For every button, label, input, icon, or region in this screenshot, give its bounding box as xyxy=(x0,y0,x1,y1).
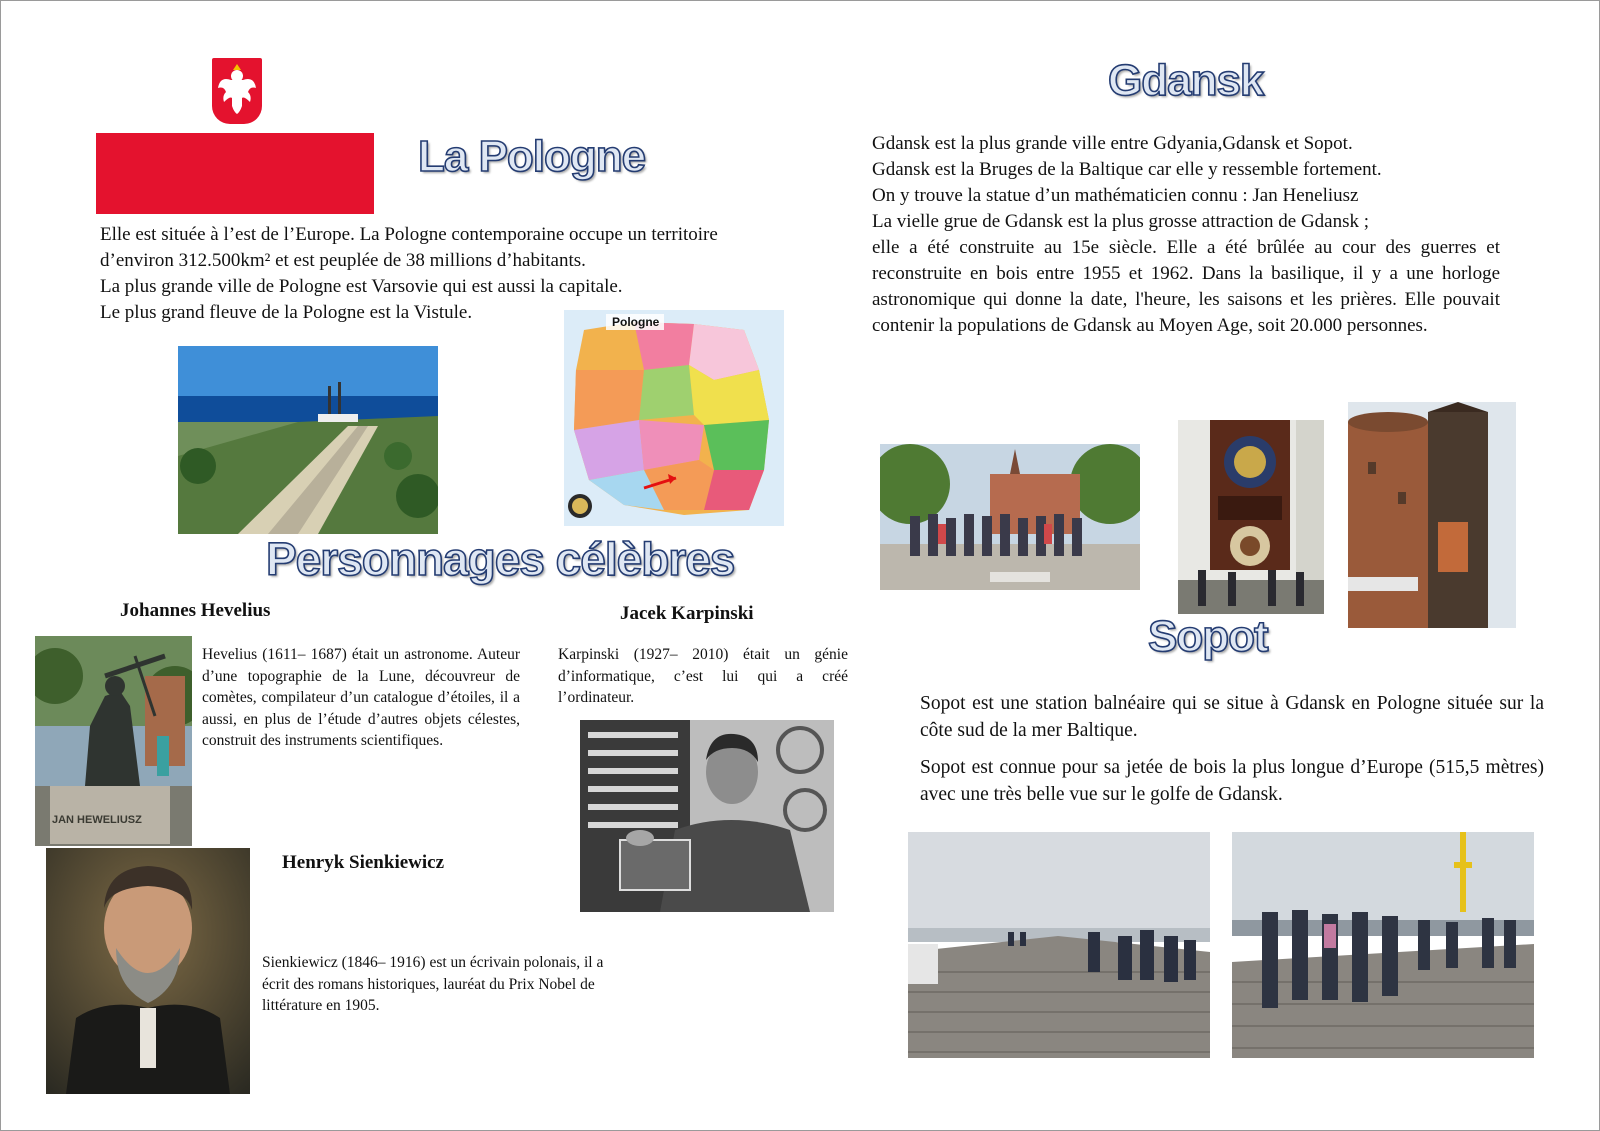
harbor-photo xyxy=(178,346,438,534)
gdansk-line-2: Gdansk est la Bruges de la Baltique car elle y ressemble fortement. xyxy=(872,159,1382,180)
group-photo xyxy=(880,444,1140,590)
map-title: Pologne xyxy=(612,315,660,329)
hevelius-statue-photo xyxy=(35,636,192,846)
pologne-line-2: d’environ 312.500km² et est peuplée de 38 millions d’habitants. xyxy=(100,250,586,271)
astronomical-clock-photo xyxy=(1178,420,1324,614)
sopot-text xyxy=(920,690,1544,808)
pologne-line-4: Le plus grand fleuve de la Pologne est la Vistule. xyxy=(100,302,473,323)
title-sopot: Sopot xyxy=(1148,612,1268,661)
polish-flag xyxy=(96,52,374,214)
gdansk-line-1: Gdansk est la plus grande ville entre Gdyania,Gdansk et Sopot. xyxy=(872,133,1353,154)
gdansk-paragraph: elle a été construite au 15e siècle. Elle a été brûlée au cour des guerres et reconstruite en bois entre 1955 et 1962. Dans la basilique, il y a une horloge astronomique qui donne la date, l'heure, les saisons et les prières. Elle pouvait contenir la populations de Gdansk au Moyen Age, soit 20.000 personnes. xyxy=(872,237,1500,336)
sopot-paragraph-2: Sopot est connue pour sa jetée de bois la plus longue d’Europe (515,5 mètres) avec une très belle vue sur le golfe de Gdansk. xyxy=(920,757,1544,805)
title-personnages-celebres: Personnages célèbres xyxy=(266,533,735,585)
gdansk-line-4: La vielle grue de Gdansk est la plus grosse attraction de Gdansk ; xyxy=(872,211,1370,232)
sienkiewicz-bio: Sienkiewicz (1846– 1916) est un écrivain polonais, il a écrit des romans historiques, lauréat du Prix Nobel de littérature en 1905. xyxy=(262,954,604,1014)
sienkiewicz-name: Henryk Sienkiewicz xyxy=(282,852,445,873)
karpinski-photo xyxy=(580,720,834,912)
crane-tower-photo xyxy=(1348,402,1516,628)
sopot-pier-photo-2 xyxy=(1232,832,1534,1058)
karpinski-bio: Karpinski (1927– 2010) était un génie d’informatique, c’est lui qui a créé l’ordinateur. xyxy=(558,646,848,706)
poland-map xyxy=(564,310,784,526)
karpinski-name: Jacek Karpinski xyxy=(620,603,754,624)
title-gdansk: Gdansk xyxy=(1108,56,1264,105)
coat-of-arms-icon xyxy=(212,58,262,124)
gdansk-text xyxy=(872,131,1500,339)
pologne-line-3: La plus grande ville de Pologne est Varsovie qui est aussi la capitale. xyxy=(100,276,623,297)
sopot-paragraph-1: Sopot est une station balnéaire qui se situe à Gdansk en Pologne située sur la côte sud de la mer Baltique. xyxy=(920,693,1544,741)
hevelius-bio: Hevelius (1611– 1687) était un astronome. Auteur d’une topographie de la Lune, découvreur de comètes, compilateur d’un catalogue d’étoiles, il a aussi, en plus de l’étude d’autres objets célestes, construit des instruments scientifiques. xyxy=(202,646,520,749)
hevelius-name: Johannes Hevelius xyxy=(120,600,271,621)
sopot-pier-photo-1 xyxy=(908,832,1210,1058)
title-la-pologne: La Pologne xyxy=(418,132,646,181)
pologne-line-1: Elle est située à l’est de l’Europe. La Pologne contemporaine occupe un territoire xyxy=(100,224,718,245)
sienkiewicz-portrait xyxy=(46,848,250,1094)
gdansk-line-3: On y trouve la statue d’un mathématicien connu : Jan Heneliusz xyxy=(872,185,1359,206)
statue-plaque-text: JAN HEWELIUSZ xyxy=(52,814,142,826)
